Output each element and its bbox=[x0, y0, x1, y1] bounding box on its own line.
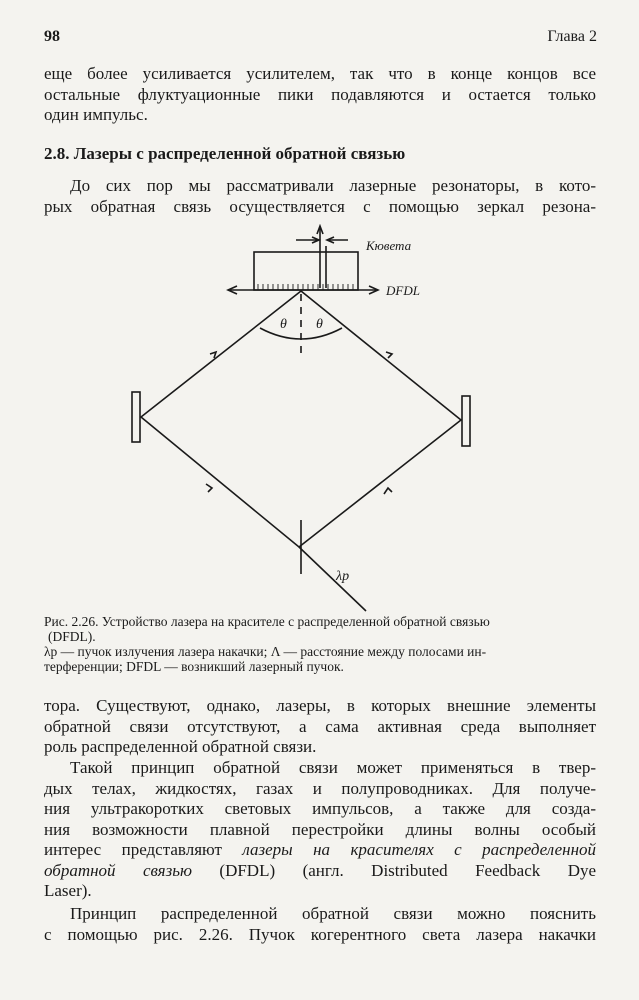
caption-line: терференции; DFDL — возникший лазерный пучок. bbox=[44, 659, 344, 674]
paragraph-4 bbox=[44, 904, 596, 945]
dfdl-label: DFDL bbox=[386, 283, 420, 298]
beam-arrow-upper-right bbox=[386, 352, 392, 358]
text-line: Принцип распределенной обратной связи можно пояснить bbox=[70, 904, 596, 923]
dfdl-diagram bbox=[110, 224, 530, 614]
text-line: обратной связи отсутствуют, а сама активная среда выполняет bbox=[44, 716, 596, 736]
beam-arrow-upper-left bbox=[210, 352, 216, 358]
text-run: (DFDL) (англ. Distributed Feedback Dye bbox=[219, 860, 597, 880]
text-line: дых телах, жидкостях, газах и полупроводниках. Для получе- bbox=[44, 778, 596, 798]
figure-caption bbox=[44, 614, 596, 674]
beam-path bbox=[141, 291, 461, 547]
caption-line: Рис. 2.26. Устройство лазера на красителе с распределенной обратной связью bbox=[44, 614, 490, 629]
text-line: До сих пор мы рассматривали лазерные резонаторы, в кото- bbox=[70, 176, 596, 195]
chapter-label: Глава 2 bbox=[547, 28, 597, 45]
paragraph-2 bbox=[44, 696, 596, 758]
beam-arrow-lower-right bbox=[384, 488, 392, 494]
text-line: тора. Существуют, однако, лазеры, в которых внешние элементы bbox=[44, 696, 596, 715]
mirror-left bbox=[132, 392, 140, 442]
pump-beam bbox=[299, 547, 366, 611]
emphasis-text: лазеры на красителях с распределенной bbox=[242, 840, 596, 859]
text-line: ния ультракоротких световых импульсов, а также для созда- bbox=[44, 799, 596, 818]
paragraph-1 bbox=[44, 176, 596, 217]
beam-arrow-lower-left bbox=[206, 484, 212, 492]
text-line: с помощью рис. 2.26. Пучок когерентного света лазера накачки bbox=[44, 924, 596, 944]
text-line bbox=[44, 840, 596, 861]
theta-label-left: θ bbox=[280, 317, 287, 332]
text-line: остальные флуктуационные пики подавляются и остается только bbox=[44, 84, 596, 104]
theta-label-right: θ bbox=[316, 317, 323, 332]
cuvette-label: Кювета bbox=[366, 238, 412, 253]
text-line: один импульс. bbox=[44, 105, 148, 124]
paragraph-3 bbox=[44, 758, 596, 902]
text-line: еще более усиливается усилителем, так что в конце концов все bbox=[44, 64, 596, 83]
text-run: интерес представляют bbox=[44, 840, 222, 859]
emphasis-text: обратной связью bbox=[44, 860, 192, 880]
pump-label: λp bbox=[336, 569, 350, 584]
page-header bbox=[44, 28, 597, 48]
text-line: Такой принцип обратной связи может применяться в твер- bbox=[70, 758, 596, 777]
cuvette-hatching bbox=[258, 284, 353, 290]
text-line: Laser). bbox=[44, 881, 92, 900]
page-number: 98 bbox=[44, 28, 60, 45]
text-line: рых обратная связь осуществляется с помощью зеркал резона- bbox=[44, 196, 596, 216]
intro-paragraph bbox=[44, 64, 596, 126]
mirror-right bbox=[462, 396, 470, 446]
figure-2-26 bbox=[110, 224, 530, 614]
text-line: ния возможности плавной перестройки длины волны особый bbox=[44, 819, 596, 839]
text-line bbox=[44, 861, 596, 882]
cuvette-box bbox=[254, 252, 358, 290]
text-line: роль распределенной обратной связи. bbox=[44, 737, 317, 756]
caption-line: λp — пучок излучения лазера накачки; Λ — расстояние между полосами ин- bbox=[44, 644, 487, 659]
section-heading: 2.8. Лазеры с распределенной обратной связью bbox=[44, 144, 406, 163]
caption-line: (DFDL). bbox=[48, 629, 96, 644]
